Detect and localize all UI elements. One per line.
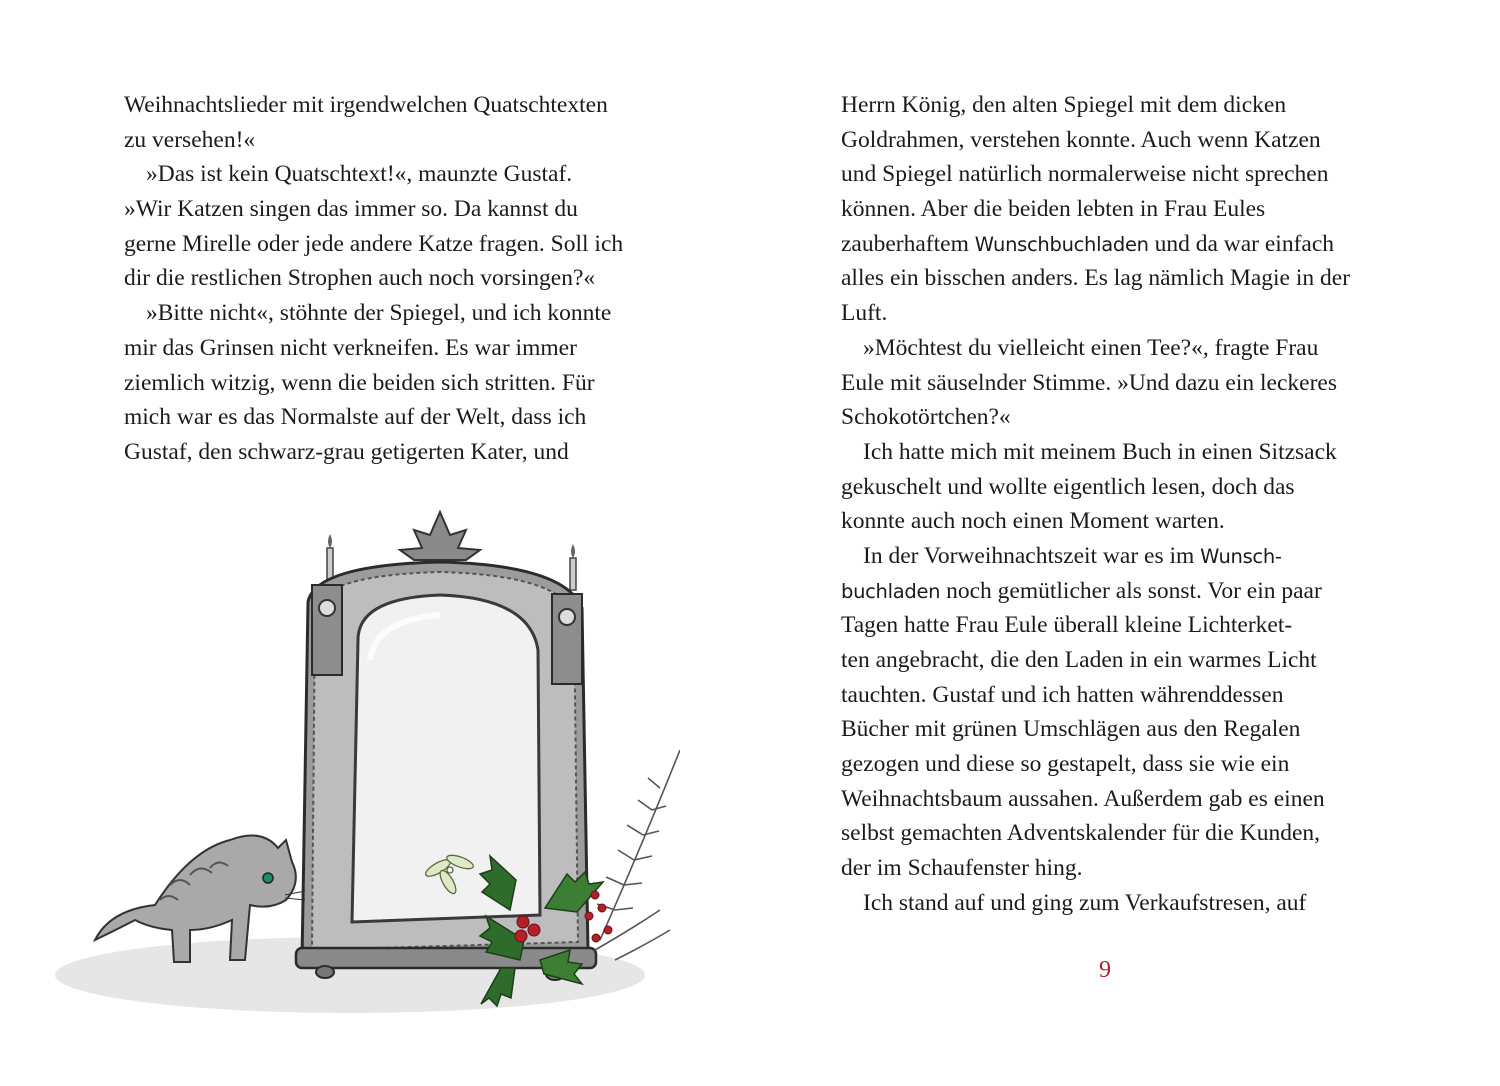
shop-name-handwritten: Wunsch- (1200, 544, 1282, 568)
text-line: Weihnachtslieder mit irgendwelchen Quatschtexten (124, 92, 608, 118)
text-fragment: In der Vorweihnachtszeit war es im (863, 542, 1201, 569)
text-line: gerne Mirelle oder jede andere Katze fragen. Soll ich (124, 230, 624, 257)
text-line: ziemlich witzig, wenn die beiden sich stritten. Für (124, 369, 595, 396)
text-line: gezogen und diese so gestapelt, dass sie wie ein (841, 751, 1290, 778)
text-fragment: und da war einfach (1148, 230, 1335, 257)
text-line: mich war es das Normalste auf der Welt, dass ich (124, 404, 587, 431)
text-line: zu versehen!« (124, 126, 256, 153)
text-line: alles ein bisschen anders. Es lag nämlich Magie in der (841, 265, 1351, 292)
text-line: tauchten. Gustaf und ich hatten währenddessen (841, 681, 1284, 708)
text-line: Schokotörtchen?« (841, 404, 1011, 431)
text-line: mir das Grinsen nicht verkneifen. Es war immer (124, 334, 577, 361)
text-fragment: noch gemütlicher als sonst. Vor ein paar (940, 577, 1322, 604)
text-line: und Spiegel natürlich normalerweise nicht sprechen (841, 161, 1329, 188)
text-line: gekuschelt und wollte eigentlich lesen, doch das (841, 473, 1295, 500)
page-number: 9 (1099, 957, 1111, 983)
text-line (841, 227, 1381, 262)
text-line (841, 539, 1381, 574)
text-line: Ich hatte mich mit meinem Buch in einen Sitzsack (863, 438, 1337, 465)
text-line: Luft. (841, 300, 888, 327)
text-line: »Möchtest du vielleicht einen Tee?«, fragte Frau (863, 334, 1319, 361)
shop-name-handwritten: buchladen (841, 579, 941, 603)
text-fragment: zauberhaftem (841, 230, 975, 257)
mirror-icon (296, 512, 596, 980)
text-line: der im Schaufenster hing. (841, 855, 1083, 882)
text-line: Ich stand auf und ging zum Verkaufstresen, auf (863, 889, 1307, 916)
text-line: Goldrahmen, verstehen konnte. Auch wenn Katzen (841, 126, 1321, 153)
text-line: Weihnachtsbaum aussahen. Außerdem gab es einen (841, 785, 1325, 812)
text-line: »Das ist kein Quatschtext!«, maunzte Gustaf. (146, 161, 573, 188)
text-line: dir die restlichen Strophen auch noch vorsingen?« (124, 265, 596, 292)
text-line (841, 574, 1381, 609)
shop-name-handwritten: Wunschbuchladen (974, 232, 1149, 256)
text-line: »Wir Katzen singen das immer so. Da kannst du (124, 196, 578, 223)
text-line: können. Aber die beiden lebten in Frau Eules (841, 196, 1266, 223)
text-line: Gustaf, den schwarz-grau getigerten Kater, und (124, 438, 569, 465)
text-line: Eule mit säuselnder Stimme. »Und dazu ein leckeres (841, 369, 1337, 396)
text-line: konnte auch noch einen Moment warten. (841, 508, 1225, 535)
left-page-text (124, 88, 664, 470)
text-line: ten angebracht, die den Laden in ein warmes Licht (841, 647, 1317, 673)
text-line: Tagen hatte Frau Eule überall kleine Lichterket- (841, 612, 1293, 639)
text-line: »Bitte nicht«, stöhnte der Spiegel, und ich konnte (146, 300, 612, 327)
text-line: selbst gemachten Adventskalender für die Kunden, (841, 820, 1320, 847)
right-page-text (841, 88, 1381, 921)
text-line: Bücher mit grünen Umschlägen aus den Regalen (841, 716, 1301, 743)
text-line: Herrn König, den alten Spiegel mit dem dicken (841, 92, 1287, 118)
mirror-cat-holly-illustration (40, 490, 680, 1050)
